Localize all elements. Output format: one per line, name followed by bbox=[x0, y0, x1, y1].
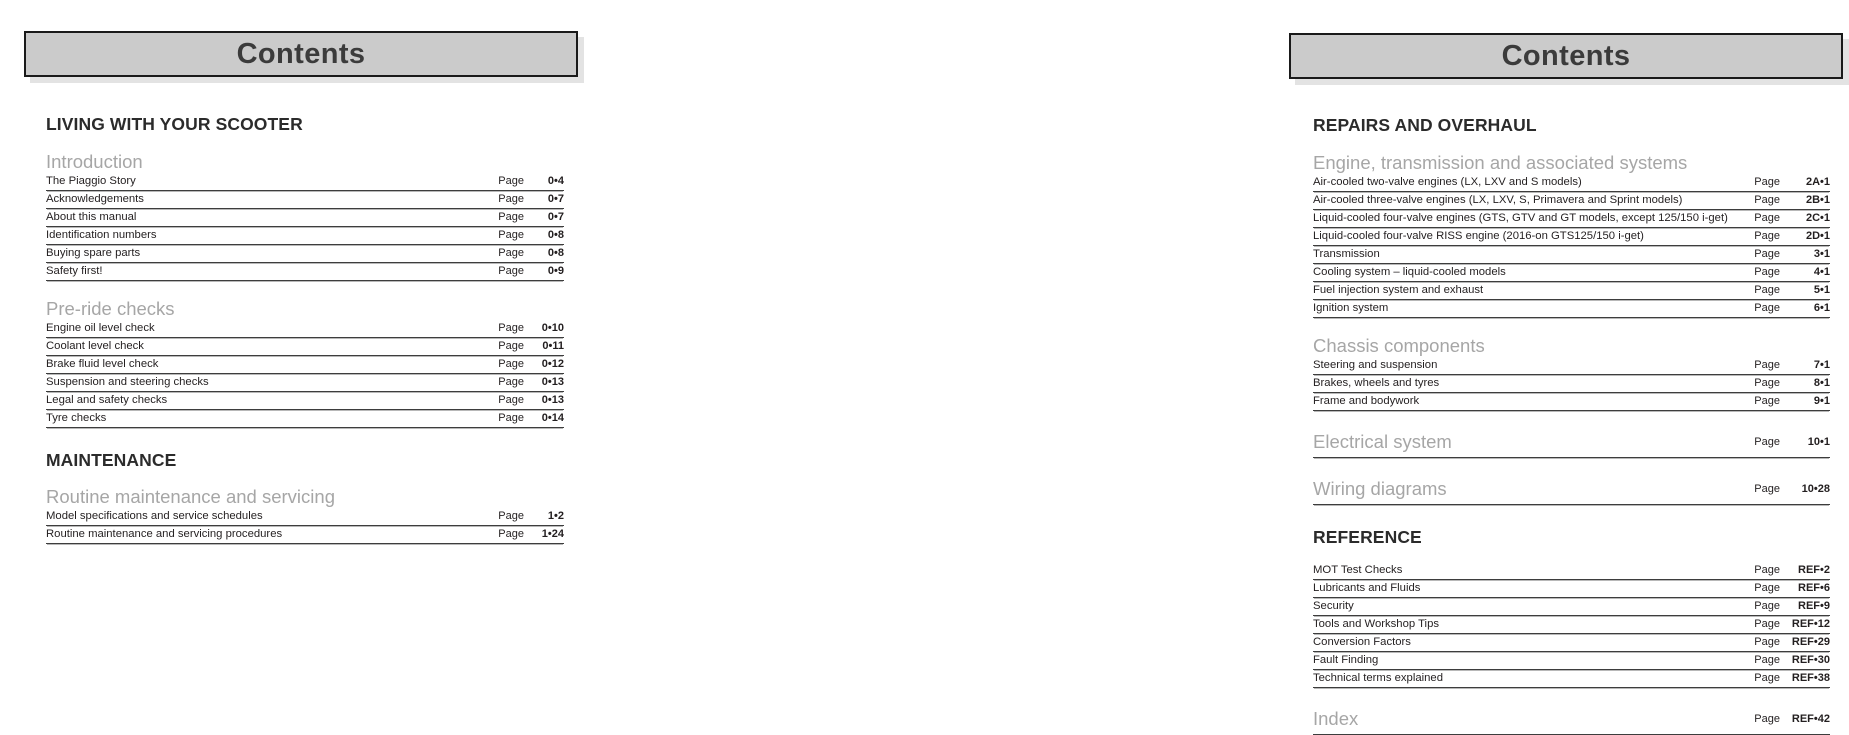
entry-label: Transmission bbox=[1313, 247, 1380, 260]
contents-entry-row[interactable] bbox=[1313, 375, 1830, 393]
entry-label: Ignition system bbox=[1313, 301, 1389, 314]
contents-entry-row[interactable] bbox=[1313, 580, 1830, 598]
entry-page-number: 0•12 bbox=[541, 357, 564, 370]
group-subtitle: Introduction bbox=[46, 150, 143, 172]
spacer bbox=[46, 469, 564, 485]
entry-label: Model specifications and service schedules bbox=[46, 510, 263, 522]
spacer bbox=[1313, 688, 1830, 704]
contents-heading-row[interactable] bbox=[1313, 704, 1830, 735]
entry-page-label: Page bbox=[498, 246, 524, 259]
entry-page-label: Page bbox=[1754, 229, 1780, 242]
entry-page-label: Page bbox=[1754, 301, 1780, 314]
section-title: REFERENCE bbox=[1313, 526, 1422, 547]
entry-label: Frame and bodywork bbox=[1313, 394, 1420, 407]
entry-page-label: Page bbox=[1754, 283, 1780, 296]
entry-page-label: Page bbox=[1754, 265, 1780, 278]
entry-page-label: Page bbox=[498, 228, 524, 241]
entry-page-number: REF•9 bbox=[1798, 600, 1830, 612]
entry-page-number: 2C•1 bbox=[1805, 211, 1830, 224]
entry-page-label: Page bbox=[498, 264, 524, 277]
entry-label: Conversion Factors bbox=[1313, 636, 1411, 648]
contents-entry-row[interactable] bbox=[1313, 393, 1830, 411]
entry-label: Index bbox=[1313, 708, 1359, 729]
contents-entry-row[interactable] bbox=[1313, 598, 1830, 616]
entry-page-number: 0•13 bbox=[541, 375, 564, 388]
entry-page-number: 0•4 bbox=[547, 174, 564, 187]
entry-page-number: 0•7 bbox=[547, 210, 564, 223]
entry-page-number: 8•1 bbox=[1813, 376, 1830, 389]
entry-label: Technical terms explained bbox=[1313, 672, 1443, 684]
right-column-body bbox=[1313, 117, 1830, 735]
spacer bbox=[46, 428, 564, 452]
entry-label: Liquid-cooled four-valve engines (GTS, GTV and GT models, except 125/150 i-get) bbox=[1313, 211, 1728, 224]
contents-entry-row[interactable] bbox=[46, 245, 564, 263]
entry-label: Legal and safety checks bbox=[46, 393, 168, 406]
contents-entry-row[interactable] bbox=[1313, 562, 1830, 580]
entry-page-number: 0•7 bbox=[547, 192, 564, 205]
entry-page-number: 10•1 bbox=[1807, 435, 1830, 448]
right-contents-banner bbox=[1289, 33, 1843, 79]
entry-label: Cooling system – liquid-cooled models bbox=[1313, 265, 1506, 278]
contents-entry-row[interactable] bbox=[46, 374, 564, 392]
group-subtitle: Engine, transmission and associated systems bbox=[1313, 151, 1688, 173]
spacer bbox=[46, 134, 564, 150]
entry-page-label: Page bbox=[498, 375, 524, 388]
entry-page-number: 5•1 bbox=[1813, 283, 1830, 296]
entry-label: Buying spare parts bbox=[46, 246, 141, 259]
contents-entry-row[interactable] bbox=[1313, 246, 1830, 264]
contents-heading-row[interactable] bbox=[1313, 427, 1830, 458]
entry-page-label: Page bbox=[498, 210, 524, 223]
entry-page-label: Page bbox=[498, 393, 524, 406]
entry-page-number: 0•11 bbox=[542, 339, 564, 352]
entry-page-number: 1•2 bbox=[547, 510, 564, 522]
entry-page-number: 0•9 bbox=[547, 264, 564, 277]
contents-entry-row[interactable] bbox=[1313, 210, 1830, 228]
entry-label: Identification numbers bbox=[46, 228, 157, 241]
contents-entry-row[interactable] bbox=[46, 227, 564, 245]
entry-page-number: REF•29 bbox=[1791, 636, 1830, 648]
entry-page-number: 10•28 bbox=[1801, 482, 1830, 495]
entry-page-number: REF•30 bbox=[1791, 654, 1830, 666]
contents-entry-row[interactable] bbox=[46, 209, 564, 227]
entry-page-number: 7•1 bbox=[1813, 358, 1830, 371]
entry-label: Suspension and steering checks bbox=[46, 375, 209, 388]
entry-label: Steering and suspension bbox=[1313, 358, 1438, 371]
entry-label: Liquid-cooled four-valve RISS engine (2016-on GTS125/150 i-get) bbox=[1313, 229, 1644, 242]
contents-entry-row[interactable] bbox=[46, 173, 564, 191]
spacer bbox=[1313, 135, 1830, 151]
entry-page-label: Page bbox=[1754, 618, 1780, 630]
entry-label: Air-cooled three-valve engines (LX, LXV, S, Primavera and Sprint models) bbox=[1313, 193, 1683, 206]
entry-page-label: Page bbox=[1754, 211, 1780, 224]
entry-label: Fuel injection system and exhaust bbox=[1313, 283, 1484, 296]
entry-page-number: 2B•1 bbox=[1805, 193, 1830, 206]
entry-page-label: Page bbox=[498, 411, 524, 424]
contents-entry-row[interactable] bbox=[46, 508, 564, 526]
entry-page-number: 0•10 bbox=[541, 321, 564, 334]
entry-page-number: REF•12 bbox=[1791, 618, 1830, 630]
entry-label: Tyre checks bbox=[46, 411, 107, 424]
entry-page-label: Page bbox=[1754, 636, 1780, 648]
entry-label: Lubricants and Fluids bbox=[1313, 582, 1421, 594]
entry-page-number: REF•6 bbox=[1798, 582, 1830, 594]
entry-page-number: 0•13 bbox=[541, 393, 564, 406]
right-banner-wrap bbox=[1289, 33, 1843, 79]
entry-page-number: 9•1 bbox=[1813, 394, 1830, 407]
entry-label: Brakes, wheels and tyres bbox=[1313, 376, 1440, 389]
contents-entry-row[interactable] bbox=[1313, 652, 1830, 670]
entry-label: Security bbox=[1313, 600, 1354, 612]
entry-label: Electrical system bbox=[1313, 430, 1452, 452]
entry-page-label: Page bbox=[1754, 247, 1780, 260]
contents-entry-row[interactable] bbox=[46, 191, 564, 209]
entry-label: Acknowledgements bbox=[46, 192, 144, 205]
section-title: REPAIRS AND OVERHAUL bbox=[1313, 115, 1537, 135]
entry-page-number: 3•1 bbox=[1813, 247, 1830, 260]
entry-page-number: 0•8 bbox=[547, 246, 564, 259]
contents-entry-row[interactable] bbox=[1313, 192, 1830, 210]
contents-entry-row[interactable] bbox=[1313, 174, 1830, 192]
entry-page-label: Page bbox=[1754, 376, 1780, 389]
entry-page-label: Page bbox=[1754, 654, 1780, 666]
spacer bbox=[1313, 546, 1830, 562]
entry-page-label: Page bbox=[1754, 435, 1780, 448]
right-contents-column bbox=[630, 0, 1830, 729]
entry-label: Routine maintenance and servicing procedures bbox=[46, 528, 283, 540]
contents-entry-row[interactable] bbox=[46, 392, 564, 410]
spacer bbox=[1313, 505, 1830, 529]
contents-entry-row[interactable] bbox=[46, 410, 564, 428]
group-subtitle: Routine maintenance and servicing bbox=[46, 486, 335, 507]
contents-entry-row[interactable] bbox=[46, 320, 564, 338]
entry-label: Wiring diagrams bbox=[1313, 477, 1447, 499]
contents-entry-row[interactable] bbox=[46, 526, 564, 544]
right-banner-title: Contents bbox=[1501, 39, 1631, 72]
entry-page-label: Page bbox=[1754, 394, 1780, 407]
entry-label: Brake fluid level check bbox=[46, 357, 159, 370]
left-banner-title: Contents bbox=[236, 37, 366, 70]
spacer bbox=[46, 281, 564, 297]
contents-entry-row[interactable] bbox=[1313, 264, 1830, 282]
entry-page-label: Page bbox=[498, 339, 524, 352]
contents-entry-row[interactable] bbox=[1313, 282, 1830, 300]
entry-label: Fault Finding bbox=[1313, 654, 1379, 666]
contents-entry-row[interactable] bbox=[46, 356, 564, 374]
entry-label: Coolant level check bbox=[46, 339, 144, 352]
group-subtitle: Chassis components bbox=[1313, 334, 1485, 356]
entry-page-label: Page bbox=[498, 192, 524, 205]
entry-page-number: 0•8 bbox=[547, 228, 564, 241]
entry-page-number: REF•38 bbox=[1791, 672, 1830, 684]
left-contents-column bbox=[0, 0, 630, 721]
contents-entry-row[interactable] bbox=[46, 338, 564, 356]
entry-page-number: 6•1 bbox=[1813, 301, 1830, 314]
entry-label: Safety first! bbox=[46, 264, 103, 277]
entry-page-number: 1•24 bbox=[541, 528, 564, 540]
entry-page-label: Page bbox=[498, 528, 524, 540]
section-title: LIVING WITH YOUR SCOOTER bbox=[46, 114, 303, 134]
left-banner-wrap bbox=[24, 31, 578, 77]
entry-page-label: Page bbox=[498, 357, 524, 370]
entry-page-label: Page bbox=[1754, 713, 1780, 725]
entry-label: Tools and Workshop Tips bbox=[1313, 618, 1440, 630]
left-column-body bbox=[46, 116, 564, 544]
spacer bbox=[1313, 458, 1830, 474]
entry-page-label: Page bbox=[1754, 582, 1780, 594]
spacer bbox=[1313, 411, 1830, 427]
entry-page-label: Page bbox=[1754, 175, 1780, 188]
entry-label: About this manual bbox=[46, 210, 137, 223]
entry-page-label: Page bbox=[1754, 358, 1780, 371]
section-title: MAINTENANCE bbox=[46, 449, 177, 470]
contents-entry-row[interactable] bbox=[1313, 634, 1830, 652]
contents-entry-row[interactable] bbox=[1313, 616, 1830, 634]
entry-page-number: 2A•1 bbox=[1805, 175, 1830, 188]
left-contents-banner bbox=[24, 31, 578, 77]
contents-heading-row[interactable] bbox=[1313, 474, 1830, 505]
group-subtitle: Pre-ride checks bbox=[46, 297, 175, 319]
entry-page-number: 0•14 bbox=[541, 411, 564, 424]
contents-entry-row[interactable] bbox=[1313, 357, 1830, 375]
entry-page-label: Page bbox=[498, 174, 524, 187]
entry-page-number: 2D•1 bbox=[1805, 229, 1830, 242]
entry-page-label: Page bbox=[1754, 672, 1780, 684]
entry-label: MOT Test Checks bbox=[1313, 564, 1403, 576]
contents-entry-row[interactable] bbox=[1313, 300, 1830, 318]
entry-page-label: Page bbox=[498, 510, 524, 522]
entry-page-label: Page bbox=[498, 321, 524, 334]
entry-page-number: REF•2 bbox=[1798, 564, 1830, 576]
entry-page-label: Page bbox=[1754, 600, 1780, 612]
contents-entry-row[interactable] bbox=[46, 263, 564, 281]
entry-page-number: REF•42 bbox=[1791, 713, 1830, 725]
entry-label: The Piaggio Story bbox=[46, 174, 136, 187]
contents-entry-row[interactable] bbox=[1313, 670, 1830, 688]
entry-page-label: Page bbox=[1754, 564, 1780, 576]
entry-label: Engine oil level check bbox=[46, 321, 155, 334]
entry-page-label: Page bbox=[1754, 482, 1780, 495]
contents-entry-row[interactable] bbox=[1313, 228, 1830, 246]
entry-label: Air-cooled two-valve engines (LX, LXV and S models) bbox=[1313, 175, 1582, 188]
entry-page-number: 4•1 bbox=[1813, 265, 1830, 278]
entry-page-label: Page bbox=[1754, 193, 1780, 206]
spacer bbox=[1313, 318, 1830, 334]
